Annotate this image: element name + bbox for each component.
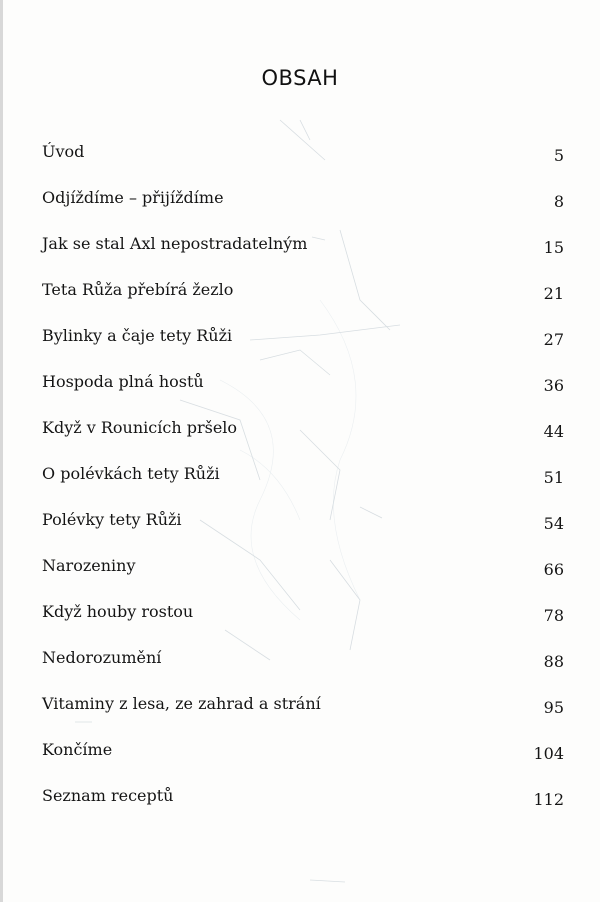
toc-entry-title: O polévkách tety Růži <box>42 464 220 483</box>
toc-entry <box>42 780 564 826</box>
toc-entry <box>42 182 564 228</box>
toc-entry-title: Seznam receptů <box>42 786 174 805</box>
toc-entry <box>42 228 564 274</box>
toc-entry <box>42 734 564 780</box>
toc-entry-title: Když houby rostou <box>42 602 194 621</box>
toc-entry-title: Končíme <box>42 740 113 759</box>
toc-entry <box>42 550 564 596</box>
toc-entry <box>42 504 564 550</box>
toc-entry <box>42 412 564 458</box>
page-edge <box>0 0 3 902</box>
toc-entry-title: Když v Rounicích pršelo <box>42 418 238 437</box>
page-title: OBSAH <box>261 66 339 90</box>
toc-entry <box>42 136 564 182</box>
toc-entry-page: 51 <box>543 468 564 487</box>
toc-entry-page: 88 <box>543 652 564 671</box>
toc-entry-title: Teta Růža přebírá žezlo <box>42 280 234 299</box>
toc-entry-title: Bylinky a čaje tety Růži <box>42 326 233 345</box>
toc-entry <box>42 688 564 734</box>
toc-entry-page: 112 <box>533 790 564 809</box>
toc-entry <box>42 274 564 320</box>
toc-entry-page: 27 <box>543 330 564 349</box>
toc-entry-page: 5 <box>553 146 564 165</box>
toc-entry-page: 15 <box>543 238 564 257</box>
toc-entry-title: Úvod <box>42 142 85 161</box>
toc-entry-title: Narozeniny <box>42 556 136 575</box>
toc-entry-title: Polévky tety Růži <box>42 510 182 529</box>
toc-entry <box>42 366 564 412</box>
toc-entry-page: 104 <box>533 744 564 763</box>
toc-entry-page: 66 <box>543 560 564 579</box>
toc-entry-page: 78 <box>543 606 564 625</box>
toc-entry-page: 8 <box>553 192 564 211</box>
toc-entry <box>42 642 564 688</box>
toc-entry <box>42 458 564 504</box>
toc-entry-page: 54 <box>543 514 564 533</box>
toc-entry-page: 95 <box>543 698 564 717</box>
toc-entry-title: Odjíždíme – přijíždíme <box>42 188 224 207</box>
table-of-contents <box>42 136 564 826</box>
toc-entry-title: Hospoda plná hostů <box>42 372 204 391</box>
toc-entry-title: Vitaminy z lesa, ze zahrad a strání <box>42 694 321 713</box>
toc-entry-page: 44 <box>543 422 564 441</box>
toc-entry-title: Jak se stal Axl nepostradatelným <box>42 234 308 253</box>
toc-entry-page: 36 <box>543 376 564 395</box>
toc-entry-title: Nedorozumění <box>42 648 162 667</box>
toc-entry <box>42 320 564 366</box>
toc-entry <box>42 596 564 642</box>
toc-entry-page: 21 <box>543 284 564 303</box>
